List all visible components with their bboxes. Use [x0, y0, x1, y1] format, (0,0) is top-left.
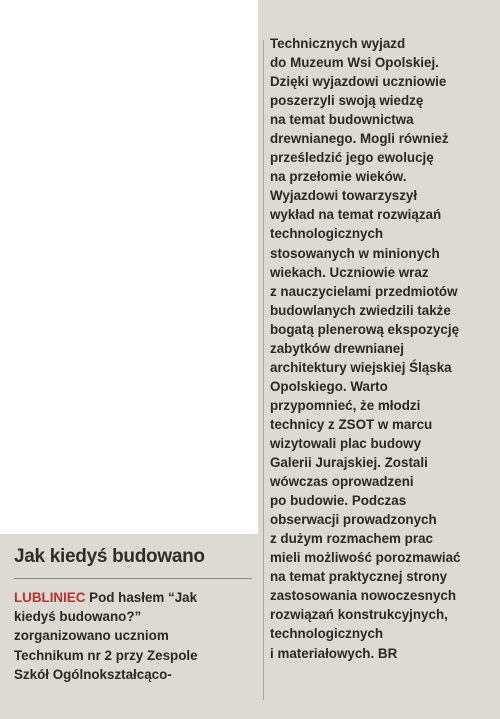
- article-line: wiekach. Uczniowie wraz: [270, 264, 429, 280]
- article-line: mieli możliwość porozmawiać: [270, 550, 461, 566]
- article-line: wykład na temat rozwiązań: [270, 207, 442, 223]
- article-line: bogatą plenerową ekspozycję: [270, 321, 460, 337]
- article-line: Opolskiego. Warto: [270, 378, 388, 394]
- article-line: technologicznych: [270, 226, 384, 242]
- article-line: Galerii Jurajskiej. Zostali: [270, 455, 428, 471]
- article-line: na temat budownictwa: [270, 112, 414, 128]
- article-line: zabytków drewnianej: [270, 340, 404, 356]
- article-body-right-column: [270, 34, 498, 663]
- article-line: technologicznych: [270, 626, 384, 642]
- article-line: Technicznych wyjazd: [270, 36, 406, 51]
- article-line: do Muzeum Wsi Opolskiej.: [270, 55, 439, 71]
- article-line: Technikum nr 2 przy Zespole: [14, 647, 198, 663]
- article-line: z nauczycielami przedmiotów: [270, 283, 458, 299]
- article-line: obserwacji prowadzonych: [270, 512, 437, 528]
- article-line: Dzięki wyjazdowi uczniowie: [270, 74, 447, 90]
- article-line: budowlanych zwiedzili także: [270, 302, 451, 318]
- article-line: po budowie. Podczas: [270, 493, 407, 509]
- headline-rule: [14, 578, 252, 579]
- article-line: na temat praktycznej strony: [270, 569, 448, 585]
- article-body-left-column: [14, 588, 254, 684]
- article-line: [14, 588, 254, 607]
- article-line: poszerzyli swoją wiedzę: [270, 93, 424, 109]
- article-line: z dużym rozmachem prac: [270, 531, 433, 547]
- article-headline: Jak kiedyś budowano: [14, 546, 205, 567]
- article-line: Wyjazdowi towarzyszył: [270, 188, 418, 204]
- article-line: zorganizowano uczniom: [14, 628, 169, 644]
- article-line: na przełomie wieków.: [270, 169, 407, 185]
- article-line: prześledzić jego ewolucję: [270, 150, 434, 166]
- article-line: kiedyś budowano?”: [14, 609, 142, 625]
- article-line-text: Pod hasłem “Jak: [89, 590, 198, 605]
- article-line: architektury wiejskiej Śląska: [270, 359, 452, 375]
- article-line: wizytowali plac budowy: [270, 435, 422, 451]
- article-line: technicy z ZSOT w marcu: [270, 416, 433, 432]
- article-line: i materiałowych. BR: [270, 645, 398, 661]
- article-line: przypomnieć, że młodzi: [270, 397, 421, 413]
- article-line: Szkół Ogólnokształcąco-: [14, 666, 172, 682]
- article-dateline-city: LUBLINIEC: [14, 590, 86, 605]
- article-line: rozwiązań konstrukcyjnych,: [270, 607, 448, 623]
- article-line: wówczas oprowadzeni: [270, 474, 414, 490]
- column-divider: [263, 40, 264, 700]
- article-line: stosowanych w minionych: [270, 245, 440, 261]
- article-line: drewnianego. Mogli również: [270, 131, 449, 147]
- article-line: zastosowania nowoczesnych: [270, 588, 457, 604]
